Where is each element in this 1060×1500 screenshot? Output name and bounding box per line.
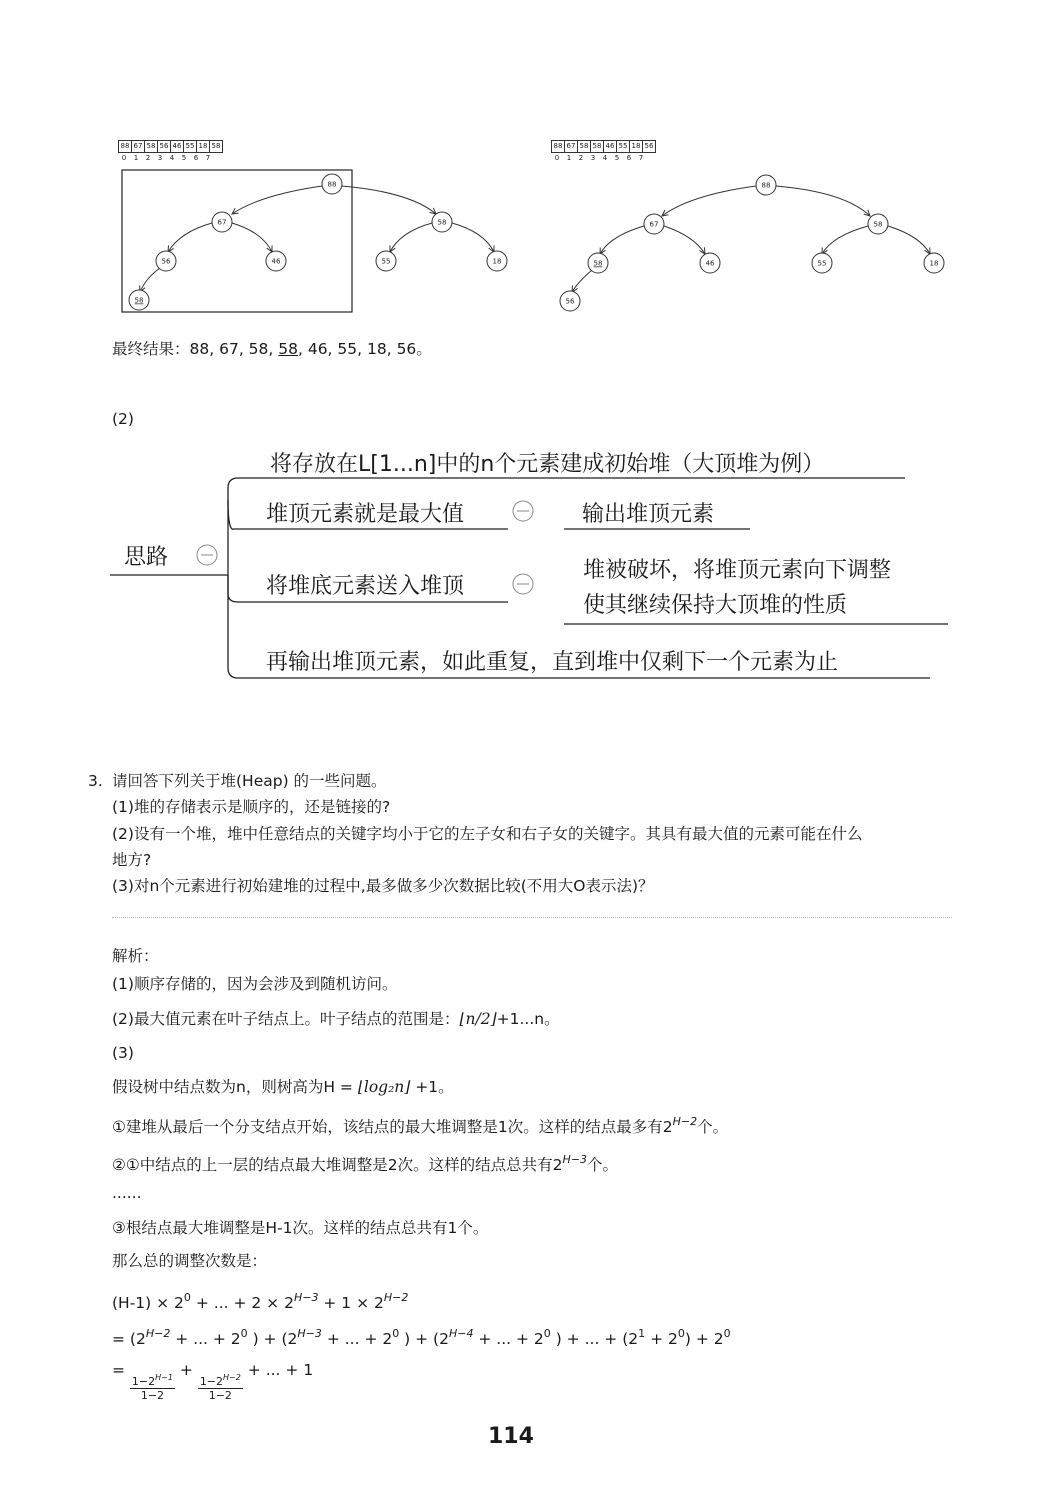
- svg-text:56: 56: [565, 297, 575, 306]
- array-right-cell: 88: [551, 140, 565, 153]
- formula-line-1: $(H-1) \times 2^0$ + ... + $2 \times 2^{H-3} + 1 \times 2^{H-2}$: [112, 1291, 409, 1312]
- heap-left-node: [487, 251, 507, 271]
- formula-line-3: = $\frac{1-2^{H-1}}{1-2}$ + $\frac{1-2^{H-2}}{1-2}$ + ... + 1: [112, 1361, 314, 1402]
- total-label: 那么总的调整次数是：: [112, 1252, 268, 1270]
- array-left-cell: 67: [131, 140, 145, 153]
- array-right-index: 3: [590, 154, 596, 162]
- array-right-cell: 58: [590, 140, 604, 153]
- separator: [112, 917, 952, 918]
- step-2: ②①中结点的上一层的结点最大堆调整是2次。这样的结点总共有$2^{H-3}$个。: [112, 1153, 619, 1174]
- array-left-index: 3: [157, 154, 163, 162]
- question-number: 3.: [88, 772, 103, 790]
- heap-left-node: [376, 251, 396, 271]
- question-part-2-cont: 地方?: [112, 851, 152, 869]
- array-left-index: 0: [121, 154, 127, 162]
- svg-text:55: 55: [817, 259, 827, 268]
- heap-right-node: [868, 214, 888, 234]
- heap-right-node: [644, 214, 664, 234]
- formula-line-2: = ($2^{H-2}$ + ... + $2^0$ ) + ($2^{H-3}$ + ... + $2^0$ ) + ($2^{H-4}$ + ... + $2^0$ ) + ... + $(2^1 + 2^0) + 2^0$: [112, 1327, 731, 1348]
- array-right-index: 7: [638, 154, 644, 162]
- heap-right-node: [924, 253, 944, 273]
- array-left-index: 1: [133, 154, 139, 162]
- final-result-underlined-value: 58: [278, 340, 298, 358]
- heap-right-node: [560, 291, 580, 311]
- heap-left-node: [322, 174, 342, 194]
- array-left-cell: 46: [170, 140, 184, 153]
- svg-text:58: 58: [873, 220, 883, 229]
- array-right-index: 0: [554, 154, 560, 162]
- heap-left-node: [212, 212, 232, 232]
- array-left-cell: 55: [183, 140, 197, 153]
- question-part-1: (1)堆的存储表示是顺序的，还是链接的?: [112, 798, 391, 816]
- heap-left-node: [432, 212, 452, 232]
- svg-text:58: 58: [437, 218, 447, 227]
- heap-left-node: [156, 251, 176, 271]
- svg-text:55: 55: [381, 257, 391, 266]
- array-left-cell: 58: [144, 140, 158, 153]
- tree-height-line: 假设树中结点数为n，则树高为H = ⌊log₂n⌋ +1。: [112, 1078, 454, 1096]
- answer-label: 解析：: [112, 947, 159, 965]
- part2-label: (2): [112, 410, 134, 428]
- array-right-index: 4: [602, 154, 608, 162]
- mindmap-branch-2: 堆顶元素就是最大值: [266, 502, 465, 527]
- question-part-2: (2)设有一个堆，堆中任意结点的关键字均小于它的左子女和右子女的关键字。其具有最大值的元素可能在什么: [112, 825, 863, 843]
- mindmap-branch-3-child-line2: 使其继续保持大顶堆的性质: [583, 593, 848, 618]
- subtree-highlight-box: [122, 170, 352, 312]
- answer-3-label: (3): [112, 1044, 134, 1062]
- mindmap-branch-2-child: 输出堆顶元素: [582, 502, 715, 527]
- mindmap-branch-4: 再输出堆顶元素，如此重复，直到堆中仅剩下一个元素为止: [266, 650, 839, 675]
- heap-left-node: [129, 290, 149, 310]
- array-left-cell: 88: [118, 140, 132, 153]
- heap-left-node: [266, 251, 286, 271]
- heap-diagrams: [0, 0, 1060, 330]
- answer-1: (1)顺序存储的，因为会涉及到随机访问。: [112, 975, 398, 993]
- array-right-cell: 56: [642, 140, 656, 153]
- array-right-cell: 46: [603, 140, 617, 153]
- array-left-index: 7: [205, 154, 211, 162]
- log-floor-expression: ⌊log₂n⌋: [357, 1078, 411, 1096]
- svg-text:67: 67: [217, 218, 227, 227]
- svg-text:56: 56: [161, 257, 171, 266]
- array-left-index: 4: [169, 154, 175, 162]
- svg-text:46: 46: [705, 259, 715, 268]
- floor-expression: ⌊n/2⌋: [459, 1010, 497, 1028]
- svg-text:88: 88: [761, 181, 771, 190]
- array-left-cell: 56: [157, 140, 171, 153]
- step-3: ③根结点最大堆调整是H-1次。这样的结点总共有1个。: [112, 1219, 489, 1237]
- array-left-index: 5: [181, 154, 187, 162]
- heap-right-node: [756, 175, 776, 195]
- ellipsis: ......: [112, 1184, 142, 1202]
- step-1: ①建堆从最后一个分支结点开始，该结点的最大堆调整是1次。这样的结点最多有$2^{H-2}$个。: [112, 1115, 729, 1136]
- array-right-cell: 18: [629, 140, 643, 153]
- svg-text:18: 18: [492, 257, 502, 266]
- array-right-index: 2: [578, 154, 584, 162]
- mindmap-branch-3-child-line1: 堆被破坏，将堆顶元素向下调整: [583, 558, 892, 583]
- array-strip-right: [551, 140, 656, 153]
- question-title: 请回答下列关于堆(Heap) 的一些问题。: [112, 772, 387, 790]
- array-right-cell: 55: [616, 140, 630, 153]
- array-left-index: 2: [145, 154, 151, 162]
- answer-2: (2)最大值元素在叶子结点上。叶子结点的范围是：⌊n/2⌋+1...n。: [112, 1010, 560, 1028]
- svg-text:67: 67: [649, 220, 659, 229]
- fraction-2: $\frac{1-2^{H-2}}{1-2}$: [199, 1373, 241, 1402]
- array-left-cell: 18: [196, 140, 210, 153]
- svg-text:58: 58: [134, 296, 144, 305]
- array-right-index: 5: [614, 154, 620, 162]
- heap-right-node: [588, 253, 608, 273]
- array-left-index: 6: [193, 154, 199, 162]
- svg-text:18: 18: [929, 259, 939, 268]
- question-part-3: (3)对n个元素进行初始建堆的过程中,最多做多少次数据比较(不用大O表示法)？: [112, 877, 654, 895]
- final-result-values-end: , 46, 55, 18, 56。: [297, 340, 432, 358]
- array-right-index: 6: [626, 154, 632, 162]
- fraction-1: $\frac{1-2^{H-1}}{1-2}$: [131, 1373, 173, 1402]
- array-right-cell: 58: [577, 140, 591, 153]
- array-right-index: 1: [566, 154, 572, 162]
- mindmap-branch-1: 将存放在L[1...n]中的n个元素建成初始堆（大顶堆为例）: [270, 452, 825, 477]
- svg-text:88: 88: [327, 180, 337, 189]
- page-number: 114: [488, 1424, 534, 1449]
- svg-text:46: 46: [271, 257, 281, 266]
- mindmap-root: 思路: [124, 545, 169, 570]
- heap-right-node: [812, 253, 832, 273]
- mindmap-branch-3: 将堆底元素送入堆顶: [266, 574, 465, 599]
- svg-text:58: 58: [593, 259, 603, 268]
- array-left-cell: 58: [209, 140, 223, 153]
- array-right-cell: 67: [564, 140, 578, 153]
- final-result-label: 最终结果：: [112, 340, 190, 358]
- array-index-right: [551, 153, 647, 163]
- final-result: [112, 339, 432, 359]
- final-result-values: 88, 67, 58,: [189, 340, 279, 358]
- heap-right-node: [700, 253, 720, 273]
